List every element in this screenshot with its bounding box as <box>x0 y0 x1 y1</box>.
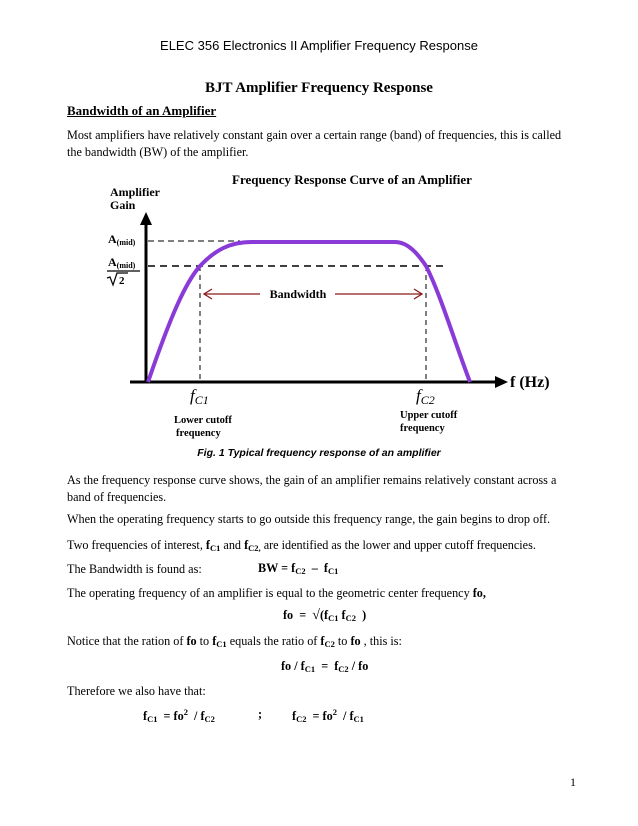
x-axis-arrowhead <box>495 376 508 388</box>
y-axis-label-line1: Amplifier <box>110 185 160 199</box>
page-title: BJT Amplifier Frequency Response <box>205 80 433 96</box>
lower-cutoff-label-line1: Lower cutoff <box>174 415 232 426</box>
fc2-equation: $f_{C2} = fo^2 / f_{C1}$ <box>292 707 364 724</box>
response-curve <box>148 242 470 382</box>
sqrt-sign <box>107 273 128 285</box>
page-number: 1 <box>570 775 576 789</box>
center-frequency-equation: fo = $√(f_{C1}$ $f_{C2}$ ) <box>283 608 367 623</box>
paragraph-bandwidth-intro: Most amplifiers have relatively constant gain over a certain range (band) of frequencies, this is called the bandwidth (BW) of the amplifier. <box>67 128 562 159</box>
fc1-label: fC1 <box>190 386 209 407</box>
paragraph-gain-drop: When the operating frequency starts to go outside this frequency range, the gain begins to drop off. <box>67 512 551 526</box>
bandwidth-equation: BW = $f_{C2} - f_{C1}$ <box>258 561 339 576</box>
paragraph-bandwidth-formula-intro: The Bandwidth is found as: <box>67 562 202 576</box>
y-axis-arrowhead <box>140 212 152 225</box>
upper-cutoff-label-line2: frequency <box>400 423 445 434</box>
paragraph-center-frequency: The operating frequency of an amplifier is equal to the geometric center frequency fo, <box>67 586 486 600</box>
a-mid-label: A(mid) <box>108 232 136 247</box>
paragraph-ratio: Notice that the ration of fo to $f_{C1}$ equals the ratio of $f_{C2}$ to fo , this is: <box>67 634 402 649</box>
a-mid-over-root2-label: A(mid) <box>108 255 136 270</box>
y-axis-label-line2: Gain <box>110 198 136 212</box>
bandwidth-label: Bandwidth <box>269 287 327 301</box>
lower-cutoff-label-line2: frequency <box>176 428 221 439</box>
fc1-equation: $f_{C1} = fo^2 / f_{C2}$ <box>143 707 215 724</box>
frequency-response-figure <box>90 168 560 443</box>
paragraph-gain-constant: As the frequency response curve shows, the gain of an amplifier remains relatively constant across a band of frequencies. <box>67 473 557 504</box>
paragraph-therefore: Therefore we also have that: <box>67 684 206 698</box>
section-heading: Bandwidth of an Amplifier <box>67 103 217 118</box>
x-axis-label: f (Hz) <box>510 374 550 391</box>
paragraph-cutoff-frequencies: Two frequencies of interest, $f_{C1}$ and $f_{C2,}$ are identified as the lower and upper cutoff frequencies. <box>67 538 536 553</box>
fc2-label: fC2 <box>416 386 435 407</box>
figure-title: Frequency Response Curve of an Amplifier <box>232 172 472 187</box>
ratio-equation: fo / $f_{C1} = f_{C2}$ / fo <box>281 659 369 674</box>
running-header: ELEC 356 Electronics II Amplifier Frequency Response <box>160 38 478 53</box>
sqrt-two: 2 <box>119 275 125 287</box>
equation-separator: ; <box>258 707 263 721</box>
figure-caption: Fig. 1 Typical frequency response of an amplifier <box>197 447 441 459</box>
upper-cutoff-label-line1: Upper cutoff <box>400 410 458 421</box>
